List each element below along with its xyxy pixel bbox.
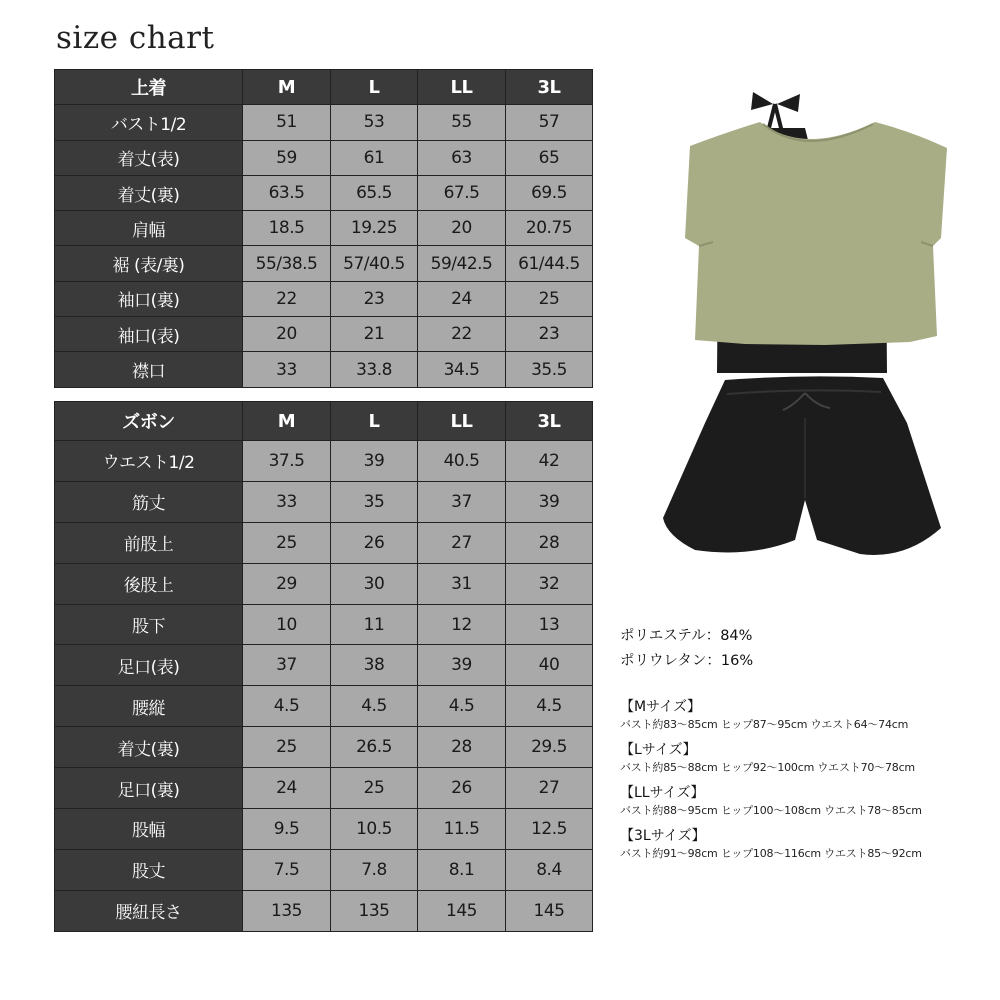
table-row xyxy=(55,140,593,175)
table-cell: 38 xyxy=(331,645,418,686)
material-line: ポリウレタン：16% xyxy=(620,653,754,669)
row-label: 足口(裏) xyxy=(55,768,243,809)
table-row xyxy=(55,890,593,931)
table-cell: 12 xyxy=(418,604,506,645)
table-cell: 20 xyxy=(418,211,506,246)
table-cell: 65 xyxy=(506,140,593,175)
row-label: 股下 xyxy=(55,604,243,645)
header-cell: M xyxy=(243,402,331,441)
table-cell: 65.5 xyxy=(331,175,418,210)
table-cell: 35.5 xyxy=(506,352,593,387)
product-image xyxy=(655,88,955,568)
halter-tie xyxy=(751,92,773,110)
table-row xyxy=(55,175,593,210)
table-cell: 23 xyxy=(331,281,418,316)
table-cell: 9.5 xyxy=(243,809,331,850)
size-guide-detail: バスト約88〜95cm ヒップ100〜108cm ウエスト78〜85cm xyxy=(620,804,922,817)
row-label: 股丈 xyxy=(55,849,243,890)
halter-tie xyxy=(777,94,800,112)
table-row xyxy=(55,645,593,686)
row-label: 前股上 xyxy=(55,522,243,563)
table-row xyxy=(55,849,593,890)
table-cell: 145 xyxy=(506,890,593,931)
table-cell: 8.1 xyxy=(418,849,506,890)
table-header-row xyxy=(55,70,593,105)
table-cell: 26.5 xyxy=(331,727,418,768)
row-label: 袖口(表) xyxy=(55,317,243,352)
table-cell: 53 xyxy=(331,105,418,140)
table-cell: 40.5 xyxy=(418,441,506,482)
header-cell: L xyxy=(331,402,418,441)
table-cell: 7.8 xyxy=(331,849,418,890)
bottoms-size-table xyxy=(54,401,593,932)
table-cell: 22 xyxy=(243,281,331,316)
table-cell: 37 xyxy=(243,645,331,686)
size-guide-heading: 【LLサイズ】 xyxy=(620,785,705,801)
size-guide xyxy=(620,697,990,869)
header-cell: M xyxy=(243,70,331,105)
table-cell: 42 xyxy=(506,441,593,482)
table-row xyxy=(55,809,593,850)
table-cell: 27 xyxy=(506,768,593,809)
table-cell: 7.5 xyxy=(243,849,331,890)
table-cell: 4.5 xyxy=(506,686,593,727)
table-row xyxy=(55,441,593,482)
header-cell: ズボン xyxy=(55,402,243,441)
table-cell: 39 xyxy=(331,441,418,482)
table-cell: 40 xyxy=(506,645,593,686)
table-cell: 4.5 xyxy=(243,686,331,727)
row-label: 着丈(裏) xyxy=(55,175,243,210)
table-cell: 11 xyxy=(331,604,418,645)
table-cell: 67.5 xyxy=(418,175,506,210)
table-cell: 25 xyxy=(243,727,331,768)
size-guide-item xyxy=(620,826,990,862)
table-cell: 22 xyxy=(418,317,506,352)
row-label: 股幅 xyxy=(55,809,243,850)
table-row xyxy=(55,352,593,387)
table-cell: 61/44.5 xyxy=(506,246,593,281)
table-cell: 51 xyxy=(243,105,331,140)
material-info xyxy=(620,624,753,674)
table-cell: 32 xyxy=(506,563,593,604)
table-cell: 12.5 xyxy=(506,809,593,850)
table-cell: 37 xyxy=(418,481,506,522)
table-cell: 34.5 xyxy=(418,352,506,387)
row-label: 腰紐長さ xyxy=(55,890,243,931)
table-cell: 63.5 xyxy=(243,175,331,210)
size-guide-detail: バスト約91〜98cm ヒップ108〜116cm ウエスト85〜92cm xyxy=(620,847,922,860)
page-title: size chart xyxy=(56,20,215,56)
table-cell: 20 xyxy=(243,317,331,352)
table-cell: 57/40.5 xyxy=(331,246,418,281)
table-cell: 135 xyxy=(331,890,418,931)
table-cell: 61 xyxy=(331,140,418,175)
table-cell: 59 xyxy=(243,140,331,175)
table-cell: 69.5 xyxy=(506,175,593,210)
size-guide-item xyxy=(620,697,990,733)
header-cell: 3L xyxy=(506,402,593,441)
size-guide-heading: 【3Lサイズ】 xyxy=(620,828,706,844)
table-cell: 26 xyxy=(331,522,418,563)
row-label: 着丈(表) xyxy=(55,140,243,175)
size-guide-detail: バスト約83〜85cm ヒップ87〜95cm ウエスト64〜74cm xyxy=(620,718,909,731)
table-row xyxy=(55,246,593,281)
table-cell: 18.5 xyxy=(243,211,331,246)
table-row xyxy=(55,768,593,809)
table-row xyxy=(55,481,593,522)
row-label: 筋丈 xyxy=(55,481,243,522)
table-cell: 10.5 xyxy=(331,809,418,850)
table-cell: 28 xyxy=(418,727,506,768)
table-cell: 26 xyxy=(418,768,506,809)
table-row xyxy=(55,105,593,140)
size-guide-heading: 【Lサイズ】 xyxy=(620,742,697,758)
size-guide-item xyxy=(620,783,990,819)
row-label: 足口(表) xyxy=(55,645,243,686)
table-row xyxy=(55,686,593,727)
table-cell: 29.5 xyxy=(506,727,593,768)
row-label: 襟口 xyxy=(55,352,243,387)
table-cell: 39 xyxy=(506,481,593,522)
row-label: 着丈(裏) xyxy=(55,727,243,768)
table-cell: 59/42.5 xyxy=(418,246,506,281)
table-row xyxy=(55,281,593,316)
table-cell: 25 xyxy=(331,768,418,809)
table-row xyxy=(55,211,593,246)
row-label: 裾 (表/裏) xyxy=(55,246,243,281)
size-guide-detail: バスト約85〜88cm ヒップ92〜100cm ウエスト70〜78cm xyxy=(620,761,915,774)
header-cell: LL xyxy=(418,402,506,441)
table-row xyxy=(55,727,593,768)
table-cell: 4.5 xyxy=(331,686,418,727)
row-label: バスト1/2 xyxy=(55,105,243,140)
header-cell: LL xyxy=(418,70,506,105)
table-header-row xyxy=(55,402,593,441)
table-row xyxy=(55,522,593,563)
header-cell: 3L xyxy=(506,70,593,105)
table-cell: 57 xyxy=(506,105,593,140)
header-cell: L xyxy=(331,70,418,105)
table-row xyxy=(55,604,593,645)
table-cell: 21 xyxy=(331,317,418,352)
table-cell: 27 xyxy=(418,522,506,563)
tops-size-table xyxy=(54,69,593,388)
table-cell: 39 xyxy=(418,645,506,686)
table-cell: 55/38.5 xyxy=(243,246,331,281)
outer-tee xyxy=(685,122,947,345)
table-cell: 28 xyxy=(506,522,593,563)
table-cell: 4.5 xyxy=(418,686,506,727)
row-label: 後股上 xyxy=(55,563,243,604)
size-guide-heading: 【Mサイズ】 xyxy=(620,699,701,715)
table-cell: 55 xyxy=(418,105,506,140)
table-cell: 8.4 xyxy=(506,849,593,890)
table-cell: 11.5 xyxy=(418,809,506,850)
swimwear-set-illustration xyxy=(655,88,955,568)
table-row xyxy=(55,563,593,604)
table-cell: 31 xyxy=(418,563,506,604)
row-label: 肩幅 xyxy=(55,211,243,246)
table-cell: 23 xyxy=(506,317,593,352)
table-cell: 19.25 xyxy=(331,211,418,246)
table-row xyxy=(55,317,593,352)
table-cell: 24 xyxy=(418,281,506,316)
table-cell: 37.5 xyxy=(243,441,331,482)
material-line: ポリエステル：84% xyxy=(620,628,753,644)
row-label: 袖口(裏) xyxy=(55,281,243,316)
table-cell: 29 xyxy=(243,563,331,604)
table-cell: 135 xyxy=(243,890,331,931)
row-label: ウエスト1/2 xyxy=(55,441,243,482)
table-cell: 145 xyxy=(418,890,506,931)
table-cell: 33 xyxy=(243,481,331,522)
table-cell: 25 xyxy=(506,281,593,316)
table-cell: 20.75 xyxy=(506,211,593,246)
size-guide-item xyxy=(620,740,990,776)
table-cell: 30 xyxy=(331,563,418,604)
table-cell: 33 xyxy=(243,352,331,387)
header-cell: 上着 xyxy=(55,70,243,105)
table-cell: 10 xyxy=(243,604,331,645)
table-cell: 33.8 xyxy=(331,352,418,387)
table-cell: 63 xyxy=(418,140,506,175)
table-cell: 35 xyxy=(331,481,418,522)
table-cell: 24 xyxy=(243,768,331,809)
row-label: 腰縦 xyxy=(55,686,243,727)
shorts xyxy=(663,376,941,555)
table-cell: 25 xyxy=(243,522,331,563)
table-cell: 13 xyxy=(506,604,593,645)
